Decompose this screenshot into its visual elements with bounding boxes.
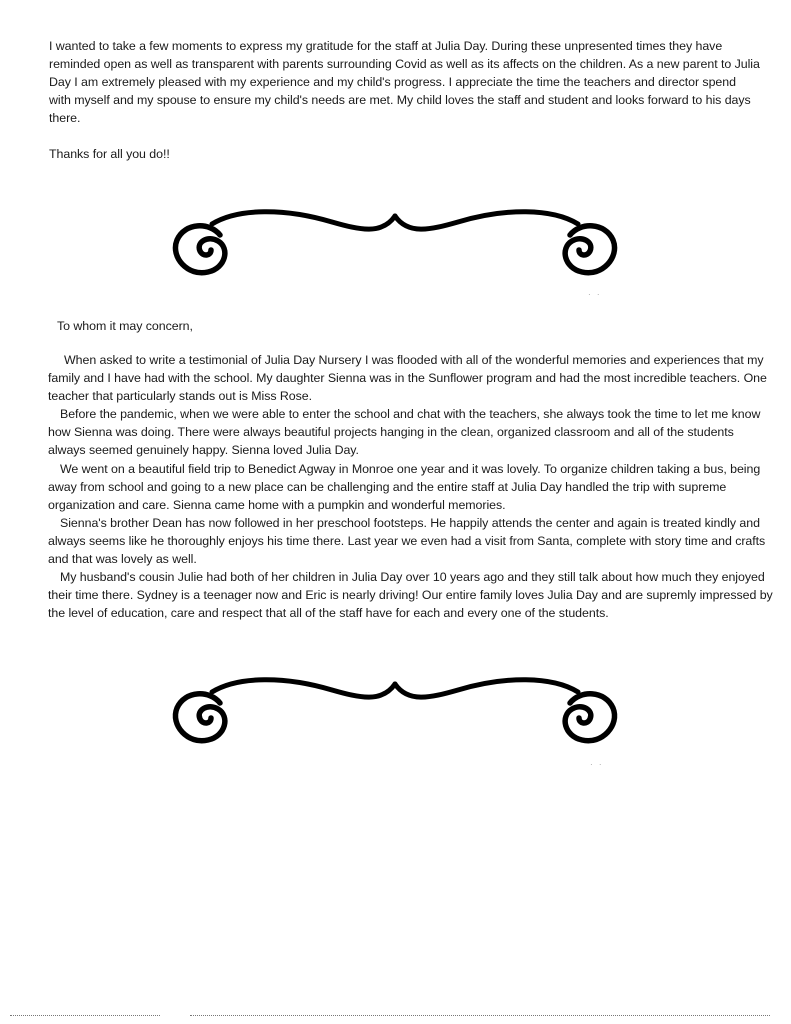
testimonial-1 [49,37,761,127]
scan-speckle: · · [590,760,604,769]
testimonial-2-salutation: To whom it may concern, [57,319,193,333]
testimonial-2-paragraph: When asked to write a testimonial of Julia Day Nursery I was flooded with all of the wonderful memories and experiences that my family and I have had with the school. My daughter Sienna was in the Sunflower program and had the most incredible teachers. One teacher that particularly stands out is Miss Rose. [48,353,767,404]
scan-speckle: · · [588,290,602,299]
testimonial-2-paragraph: Before the pandemic, when we were able to enter the school and chat with the teachers, she always took the time to let me know how Sienna was doing. There were always beautiful projects hanging in the clean, organized classroom and all of the students always seemed genuinely happy. Sienna loved Julia Day. [48,407,761,458]
testimonial-2-paragraph: My husband's cousin Julie had both of her children in Julia Day over 10 years ago and they still talk about how much they enjoyed their time there. Sydney is a teenager now and Eric is nearly driving! Our entire family loves Julia Day and are supremly impressed by the level of education, care and respect that all of the staff have for each and every one of the students. [48,570,773,621]
scroll-flourish-divider-icon [160,190,630,290]
scroll-flourish-divider-icon [160,658,630,758]
testimonial-1-paragraph: I wanted to take a few moments to express my gratitude for the staff at Julia Day. During these unpresented times they have reminded open as well as transparent with parents surrounding Covid as well as its affects on the children. As a new parent to Julia Day I am extremely pleased with my experience and my child's progress. I appreciate the time the teachers and director spend with myself and my spouse to ensure my child's needs are met. My child loves the staff and student and looks forward to his days there. [49,39,760,126]
scan-edge-line [190,1015,770,1016]
testimonial-2 [48,351,774,622]
testimonial-2-paragraph: Sienna's brother Dean has now followed in her preschool footsteps. He happily attends the center and again is treated kindly and always seems like he thoroughly enjoys his time there. Last year we even had a visit from Santa, complete with story time and crafts and that was lovely as well. [48,515,766,567]
testimonial-1-closing: Thanks for all you do!! [49,147,170,161]
scan-edge-line [10,1015,160,1016]
testimonial-2-paragraph: We went on a beautiful field trip to Benedict Agway in Monroe one year and it was lovely. To organize children taking a bus, being away from school and going to a new place can be challenging and the entire staff at Julia Day handled the trip with supreme organization and care. Sienna came home with a pumpkin and wonderful memories. [48,461,761,512]
